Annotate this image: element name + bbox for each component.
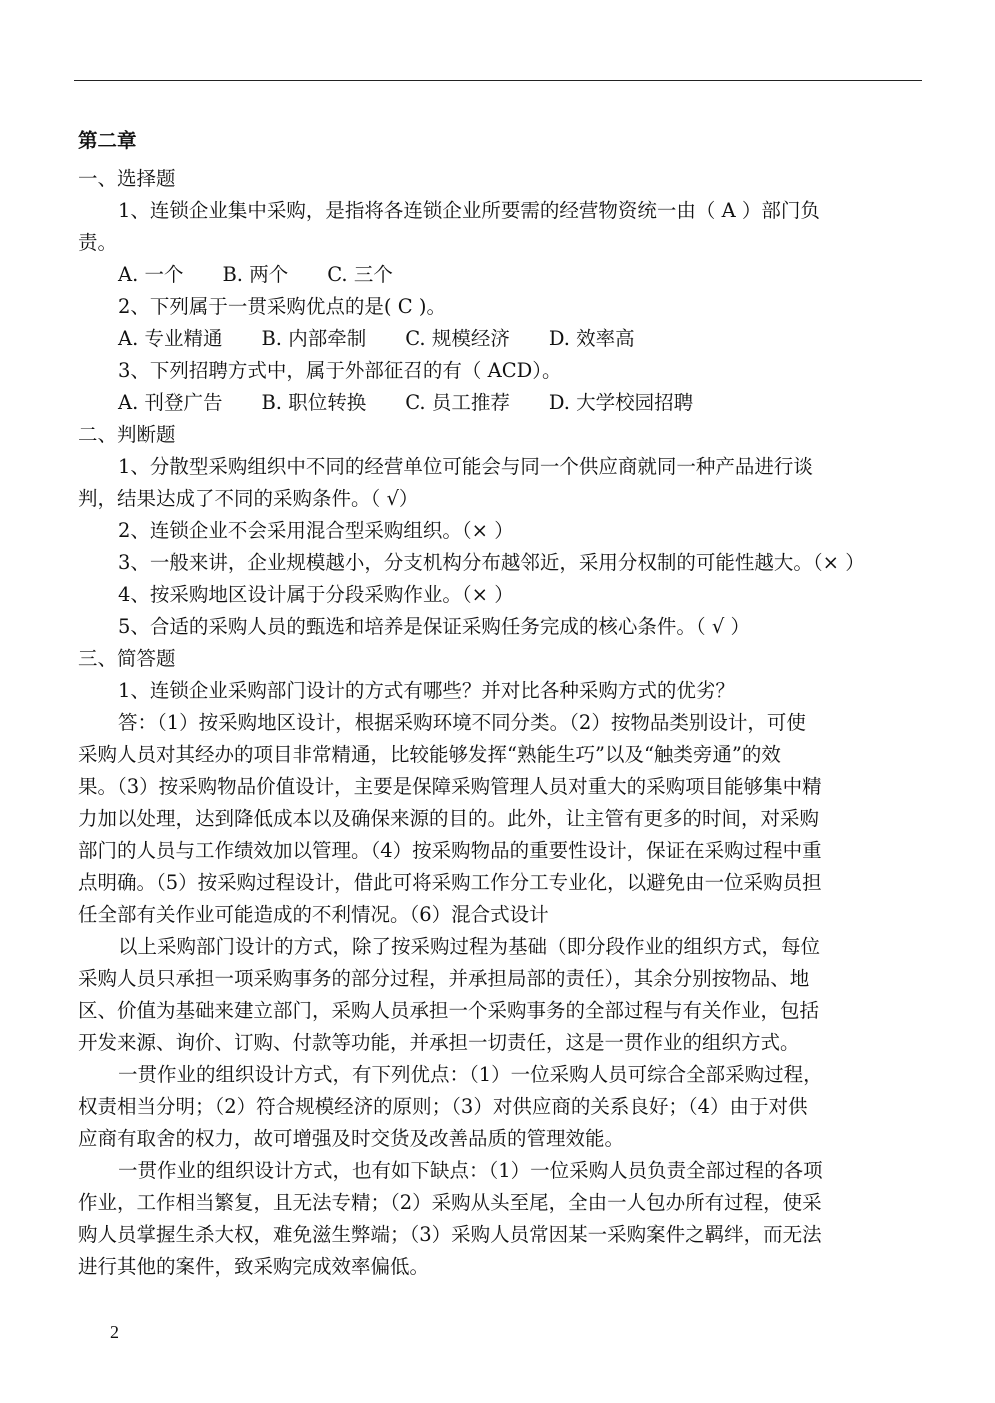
chapter-title: 第二章 [78, 129, 137, 152]
text-line: 4、按采购地区设计属于分段采购作业。（× ） [118, 583, 514, 606]
text-line: A. 刊登广告 B. 职位转换 C. 员工推荐 D. 大学校园招聘 [118, 391, 694, 414]
text-line: A. 一个 B. 两个 C. 三个 [118, 263, 393, 286]
text-line: 5、合适的采购人员的甄选和培养是保证采购任务完成的核心条件。（ √ ） [118, 615, 750, 638]
text-line: 区、价值为基础来建立部门，采购人员承担一个采购事务的全部过程与有关作业，包括 [78, 999, 820, 1022]
text-line: 任全部有关作业可能造成的不利情况。（6）混合式设计 [78, 903, 549, 926]
text-line: 三、简答题 [78, 647, 176, 670]
text-line: 2、连锁企业不会采用混合型采购组织。（× ） [118, 519, 514, 542]
text-line: 部门的人员与工作绩效加以管理。（4）按采购物品的重要性设计，保证在采购过程中重 [78, 839, 822, 862]
page-body [78, 125, 902, 1283]
text-line: 采购人员只承担一项采购事务的部分过程，并承担局部的责任），其余分别按物品、地 [78, 967, 810, 990]
text-line: 一贯作业的组织设计方式，有下列优点：（1）一位采购人员可综合全部采购过程， [118, 1063, 823, 1086]
text-line: 责。 [78, 231, 118, 254]
text-line: 果。（3）按采购物品价值设计，主要是保障采购管理人员对重大的采购项目能够集中精 [78, 775, 822, 798]
text-line: 答：（1）按采购地区设计，根据采购环境不同分类。（2）按物品类别设计，可使 [118, 711, 806, 734]
text-line: 采购人员对其经办的项目非常精通，比较能够发挥“熟能生巧”以及“触类旁通”的效 [78, 743, 781, 766]
text-line: 点明确。（5）按采购过程设计，借此可将采购工作分工专业化，以避免由一位采购员担 [78, 871, 822, 894]
text-line: 应商有取舍的权力，故可增强及时交货及改善品质的管理效能。 [78, 1127, 625, 1150]
text-line: 二、判断题 [78, 423, 176, 446]
text-line: 一贯作业的组织设计方式，也有如下缺点：（1）一位采购人员负责全部过程的各项 [118, 1159, 823, 1182]
text-line: 1、连锁企业采购部门设计的方式有哪些？并对比各种采购方式的优劣？ [118, 679, 735, 702]
text-line: 作业，工作相当繁复，且无法专精；（2）采购从头至尾，全由一人包办所有过程，使采 [78, 1191, 822, 1214]
text-line: 3、一般来讲，企业规模越小，分支机构分布越邻近，采用分权制的可能性越大。（× ） [118, 551, 865, 574]
text-line: 1、分散型采购组织中不同的经营单位可能会与同一个供应商就同一种产品进行谈 [118, 455, 813, 478]
page-number: 2 [110, 1322, 119, 1342]
text-line: 购人员掌握生杀大权，难免滋生弊端；（3）采购人员常因某一采购案件之羁绊，而无法 [78, 1223, 822, 1246]
text-line: 一、选择题 [78, 167, 176, 190]
text-line: 权责相当分明；（2）符合规模经济的原则；（3）对供应商的关系良好；（4）由于对供 [78, 1095, 808, 1118]
text-lines [78, 163, 902, 1283]
header-rule [74, 80, 922, 81]
text-line: 以上采购部门设计的方式，除了按采购过程为基础（即分段作业的组织方式，每位 [118, 935, 821, 958]
text-line: 2、下列属于一贯采购优点的是( C )。 [118, 295, 446, 318]
text-line: 3、下列招聘方式中，属于外部征召的有（ ACD）。 [118, 359, 562, 382]
text-line: 判，结果达成了不同的采购条件。（ √） [78, 487, 419, 510]
text-line: 力加以处理，达到降低成本以及确保来源的目的。此外，让主管有更多的时间，对采购 [78, 807, 820, 830]
text-line: 进行其他的案件，致采购完成效率偏低。 [78, 1255, 430, 1278]
text-line: A. 专业精通 B. 内部牵制 C. 规模经济 D. 效率高 [118, 327, 635, 350]
text-line: 开发来源、询价、订购、付款等功能，并承担一切责任，这是一贯作业的组织方式。 [78, 1031, 800, 1054]
text-line: 1、连锁企业集中采购，是指将各连锁企业所要需的经营物资统一由（ A ）部门负 [118, 199, 820, 222]
